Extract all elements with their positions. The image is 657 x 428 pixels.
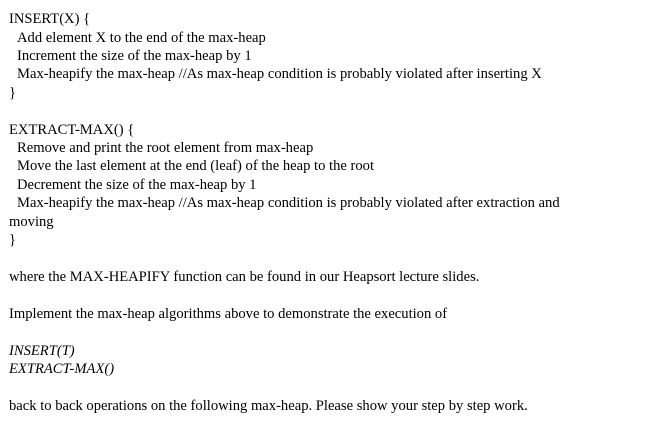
extract-step-4: Max-heapify the max-heap //As max-heap condition is probably violated after extraction and xyxy=(17,195,560,211)
heapify-note: where the MAX-HEAPIFY function can be found in our Heapsort lecture slides. xyxy=(9,269,480,285)
extract-step-1: Remove and print the root element from max-heap xyxy=(17,140,314,156)
extract-step-2: Move the last element at the end (leaf) of the heap to the root xyxy=(17,158,375,174)
instruction-text: Implement the max-heap algorithms above to demonstrate the execution of xyxy=(9,306,448,322)
operation-insert: INSERT(T) xyxy=(9,343,75,359)
insert-step-3: Max-heapify the max-heap //As max-heap condition is probably violated after inserting X xyxy=(17,66,542,82)
extract-step-3: Decrement the size of the max-heap by 1 xyxy=(17,177,257,193)
closing-text: back to back operations on the following max-heap. Please show your step by step work. xyxy=(9,398,528,414)
insert-step-1: Add element X to the end of the max-heap xyxy=(17,30,266,46)
insert-close-brace: } xyxy=(9,85,17,101)
insert-step-2: Increment the size of the max-heap by 1 xyxy=(17,48,252,64)
extract-step-4-wrap: moving xyxy=(9,214,54,230)
extract-header: EXTRACT-MAX() { xyxy=(9,122,135,138)
insert-header: INSERT(X) { xyxy=(9,11,91,27)
operation-extract-max: EXTRACT-MAX() xyxy=(9,361,115,377)
extract-close-brace: } xyxy=(9,232,17,248)
